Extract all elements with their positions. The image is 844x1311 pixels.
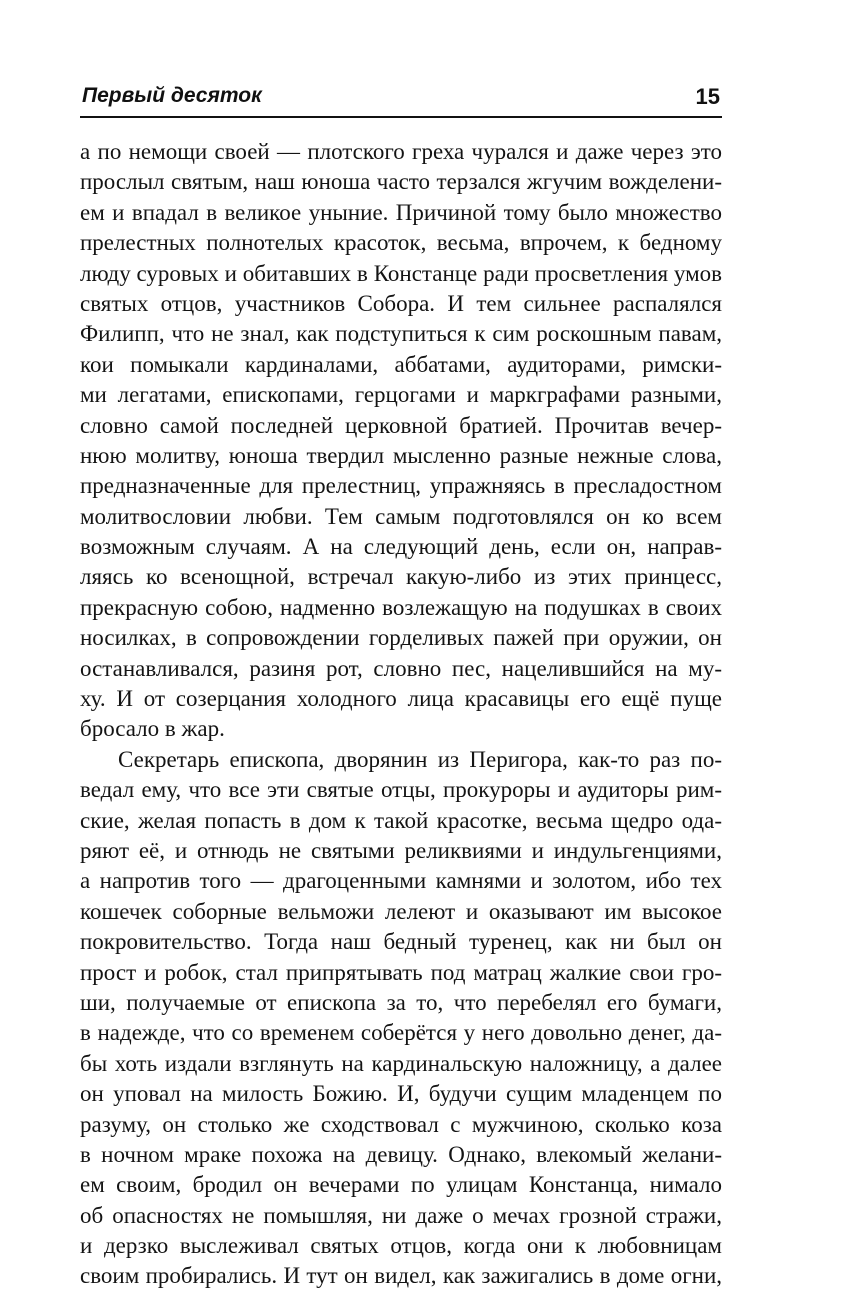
text-line: в надежде, что со временем соберётся у него довольно денег, да- xyxy=(80,1020,722,1046)
text-line: словно самой последней церковной братией. Прочитав вечер- xyxy=(80,412,722,438)
text-line: ем своим, бродил он вечерами по улицам Констанца, нимало xyxy=(80,1172,722,1198)
text-line: покровительство. Тогда наш бедный туренец, как ни был он xyxy=(80,929,722,955)
text-line: святых отцов, участников Собора. И тем сильнее распалялся xyxy=(80,290,722,316)
text-line: ем и впадал в великое уныние. Причиной тому было множество xyxy=(80,199,722,225)
text-line: ми легатами, епископами, герцогами и маркграфами разными, xyxy=(80,382,722,408)
text-line: и дерзко выслеживал святых отцов, когда они к любовницам xyxy=(80,1233,722,1259)
text-line: кои помыкали кардиналами, аббатами, аудиторами, римски- xyxy=(80,351,722,377)
text-line: Секретарь епископа, дворянин из Перигора, как-то раз по- xyxy=(118,746,722,772)
text-line: ряют её, и отнюдь не святыми реликвиями и индульгенциями, xyxy=(80,837,722,863)
text-line: нюю молитву, юноша твердил мысленно разные нежные слова, xyxy=(80,442,722,468)
text-line: ху. И от созерцания холодного лица красавицы его ещё пуще xyxy=(80,686,722,712)
text-line: бы хоть издали взглянуть на кардинальскую наложницу, а далее xyxy=(80,1050,722,1076)
running-head xyxy=(80,82,722,118)
text-line: ведал ему, что все эти святые отцы, прокуроры и аудиторы рим- xyxy=(80,777,722,803)
text-line: прослыл святым, наш юноша часто терзался жгучим вожделени- xyxy=(80,169,722,195)
text-line: разуму, он столько же сходствовал с мужчиною, сколько коза xyxy=(80,1111,722,1137)
text-line: ши, получаемые от епископа за то, что перебелял его бумаги, xyxy=(80,989,722,1015)
paragraph-1 xyxy=(80,137,722,745)
text-line: кошечек соборные вельможи лелеют и оказывают им высокое xyxy=(80,898,722,924)
text-line: ляясь ко всенощной, встречал какую-либо из этих принцесс, xyxy=(80,564,722,590)
text-line: прост и робок, стал припрятывать под матрац жалкие свои гро- xyxy=(80,959,722,985)
body-text xyxy=(80,137,722,1292)
text-line: в ночном мраке похожа на девицу. Однако, влекомый желани- xyxy=(80,1141,722,1167)
paragraph-2 xyxy=(80,745,722,1292)
text-line: своим пробирались. И тут он видел, как зажигались в доме огни, xyxy=(80,1263,722,1289)
running-title: Первый десяток xyxy=(82,84,262,107)
text-line: предназначенные для прелестниц, упражняясь в пресладостном xyxy=(80,473,722,499)
text-line: носилках, в сопровождении горделивых пажей при оружии, он xyxy=(80,625,722,651)
text-line: а по немощи своей — плотского греха чурался и даже через это xyxy=(80,139,722,164)
text-line: об опасностях не помышляя, ни даже о мечах грозной стражи, xyxy=(80,1202,722,1228)
text-line: Филипп, что не знал, как подступиться к сим роскошным павам, xyxy=(80,321,722,347)
page-number: 15 xyxy=(695,84,720,109)
text-line: бросало в жар. xyxy=(80,716,225,742)
text-line: а напротив того — драгоценными камнями и золотом, ибо тех xyxy=(80,868,722,894)
text-line: прекрасную собою, надменно возлежащую на подушках в своих xyxy=(80,594,722,620)
text-line: люду суровых и обитавших в Констанце ради просветления умов xyxy=(80,260,722,286)
text-line: останавливался, разиня рот, словно пес, нацелившийся на му- xyxy=(80,655,722,681)
text-line: возможным случаям. А на следующий день, если он, направ- xyxy=(80,534,722,560)
text-line: он уповал на милость Божию. И, будучи сущим младенцем по xyxy=(80,1081,722,1107)
text-line: прелестных полнотелых красоток, весьма, впрочем, к бедному xyxy=(80,230,722,256)
text-line: ские, желая попасть в дом к такой красотке, весьма щедро ода- xyxy=(80,807,722,833)
text-line: молитвословии любви. Тем самым подготовлялся он ко всем xyxy=(80,503,722,529)
